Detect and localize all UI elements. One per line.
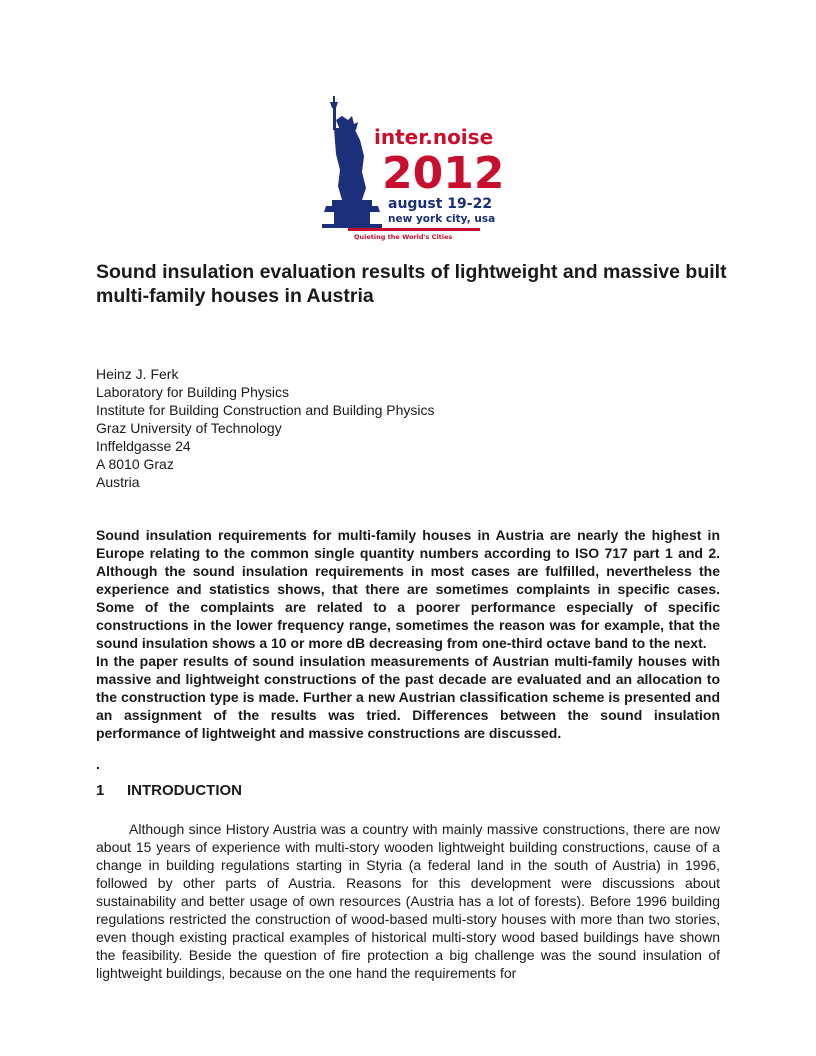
logo-tagline: Quieting the World's Cities — [354, 233, 453, 241]
logo-dates: august 19-22 — [388, 196, 493, 212]
body-paragraph: Although since History Austria was a country with mainly massive constructions, there are now about 15 years of experience with multi-story wooden lightweight building constructions, cause of a change in building regulations starting in Styria (a federal land in the south of Austria) in 1996, followed by other parts of Austria. Reasons for this development were discussions about sustainability and better usage of own resources (Austria has a lot of forests). Before 1996 building regulations restricted the construction of wood-based multi-story houses with more than two stories, even though existing practical examples of historical multi-story wood based buildings have shown the feasibility. Beside the question of fire protection a big challenge was the sound insulation of lightweight buildings, because on the one hand the requirements for — [96, 821, 720, 981]
abstract-paragraph: In the paper results of sound insulation measurements of Austrian multi-family houses with massive and lightweight constructions of the past decade are evaluated and an allocation to the construction type is made. Further a new Austrian classification scheme is presented and an assignment of the results was tried. Differences between the sound insulation performance of lightweight and massive constructions are discussed. — [96, 653, 720, 741]
paper-title: Sound insulation evaluation results of lightweight and massive built multi-family houses in Austria — [96, 261, 727, 307]
statue-of-liberty-icon — [318, 96, 508, 242]
logo-location: new york city, usa — [388, 213, 496, 225]
logo-year: 2012 — [382, 148, 505, 199]
section-body — [96, 820, 720, 982]
section-number: 1 — [96, 782, 105, 799]
affiliation-line: Institute for Building Construction and Building Physics — [96, 402, 435, 418]
abstract — [96, 526, 720, 742]
section-title: INTRODUCTION — [127, 782, 242, 799]
affiliation-line: Graz University of Technology — [96, 420, 282, 436]
section-heading — [96, 781, 720, 801]
logo-brand: inter.noise — [374, 125, 494, 149]
author-affiliation — [96, 365, 736, 491]
stray-mark: . — [96, 756, 100, 772]
affiliation-line: Austria — [96, 474, 140, 490]
affiliation-line: A 8010 Graz — [96, 456, 174, 472]
conference-logo — [318, 96, 508, 242]
abstract-paragraph: Sound insulation requirements for multi-family houses in Austria are nearly the highest in Europe relating to the common single quantity numbers according to ISO 717 part 1 and 2. Although the sound insulation requirements in most cases are fulfilled, nevertheless the experience and statistics shows, that there are sometimes complaints in specific cases. Some of the complaints are related to a poorer performance especially of specific constructions in the lower frequency range, sometimes the reason was for example, that the sound insulation shows a 10 or more dB decreasing from one-third octave band to the next. — [96, 527, 720, 651]
affiliation-line: Inffeldgasse 24 — [96, 438, 191, 454]
author-name: Heinz J. Ferk — [96, 366, 179, 382]
affiliation-line: Laboratory for Building Physics — [96, 384, 289, 400]
